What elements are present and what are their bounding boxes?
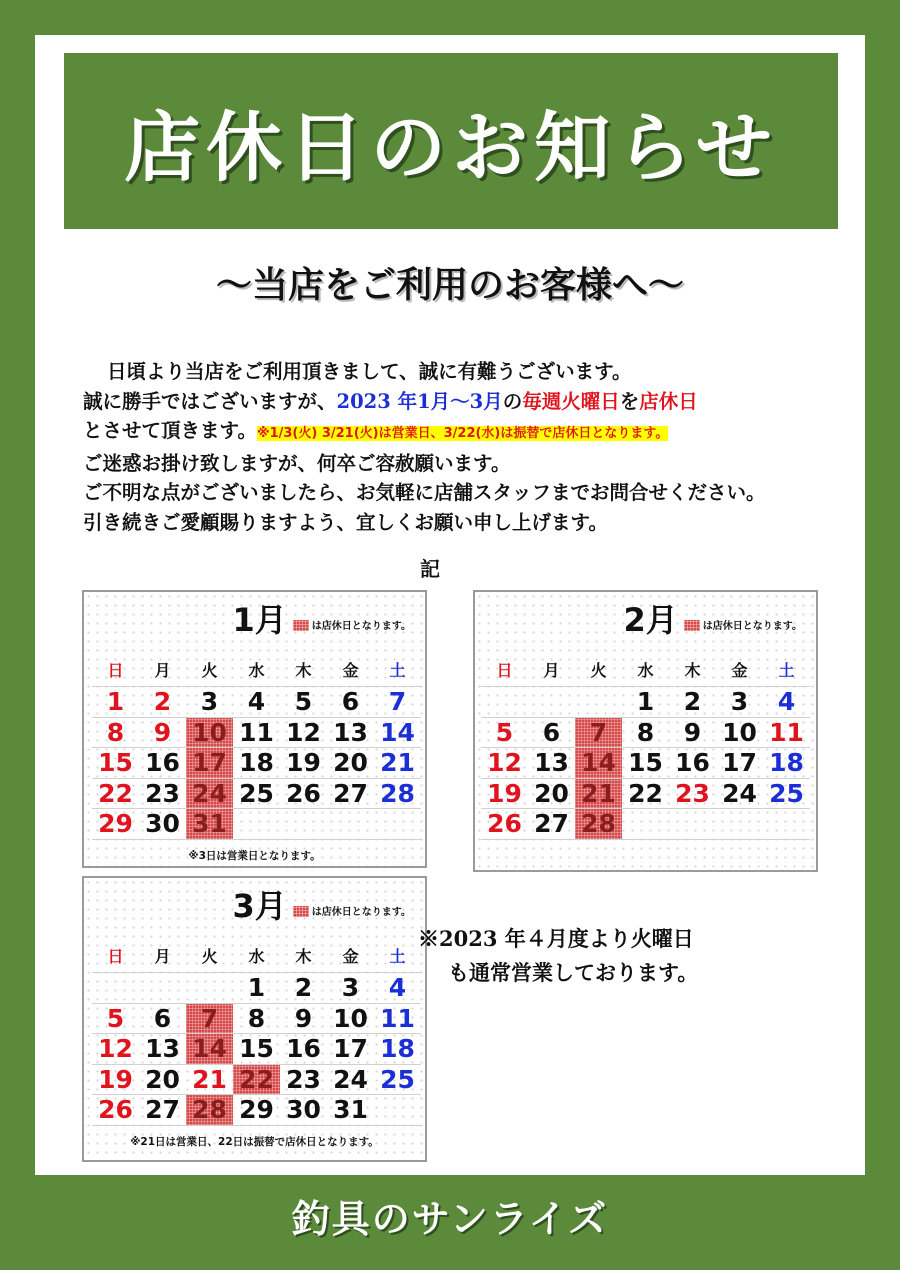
empty-day-cell bbox=[481, 686, 528, 717]
calendar-grid bbox=[92, 656, 421, 869]
day-cell: 17 bbox=[327, 1033, 374, 1064]
calendar-grid bbox=[481, 656, 810, 869]
weekday-header: 日 bbox=[107, 947, 124, 966]
closed-day-cell: 10 bbox=[186, 717, 233, 748]
day-cell: 7 bbox=[374, 686, 421, 717]
day-cell: 29 bbox=[92, 808, 139, 839]
body-line-5: ご不明な点がございましたら、お気軽に店舗スタッフまでお問合せください。 bbox=[83, 481, 766, 504]
empty-day-cell bbox=[669, 808, 716, 839]
day-cell: 8 bbox=[622, 717, 669, 748]
body-line-2-a: 誠に勝手ではございますが、 bbox=[83, 389, 337, 413]
empty-day-cell bbox=[763, 839, 810, 870]
empty-day-cell bbox=[763, 808, 810, 839]
calendar-february bbox=[473, 590, 818, 872]
day-cell: 6 bbox=[528, 717, 575, 748]
empty-day-cell bbox=[669, 839, 716, 870]
day-cell: 12 bbox=[92, 1033, 139, 1064]
store-name-footer: 釣具のサンライズ bbox=[291, 1197, 609, 1241]
closed-day-cell: 28 bbox=[186, 1094, 233, 1125]
day-cell: 15 bbox=[92, 747, 139, 778]
day-cell: 3 bbox=[716, 686, 763, 717]
day-cell: 12 bbox=[280, 717, 327, 748]
day-cell: 20 bbox=[528, 778, 575, 809]
weekday-header: 土 bbox=[778, 661, 795, 680]
day-cell: 8 bbox=[233, 1003, 280, 1034]
weekday-header: 金 bbox=[342, 947, 359, 966]
day-cell: 4 bbox=[763, 686, 810, 717]
day-cell: 1 bbox=[233, 972, 280, 1003]
day-cell: 26 bbox=[280, 778, 327, 809]
empty-day-cell bbox=[716, 839, 763, 870]
calendar-grid bbox=[92, 942, 421, 1155]
weekday-header: 木 bbox=[684, 661, 701, 680]
day-cell: 1 bbox=[92, 686, 139, 717]
closed-legend-swatch bbox=[684, 620, 700, 631]
empty-day-cell bbox=[528, 686, 575, 717]
notice-body bbox=[83, 357, 843, 537]
empty-day-cell bbox=[374, 1094, 421, 1125]
day-cell: 21 bbox=[374, 747, 421, 778]
day-cell: 19 bbox=[280, 747, 327, 778]
day-cell: 25 bbox=[233, 778, 280, 809]
empty-day-cell bbox=[233, 808, 280, 839]
empty-day-cell bbox=[481, 839, 528, 870]
day-cell: 15 bbox=[233, 1033, 280, 1064]
day-cell: 30 bbox=[139, 808, 186, 839]
day-cell: 5 bbox=[92, 1003, 139, 1034]
closed-day-cell: 7 bbox=[575, 717, 622, 748]
day-cell: 18 bbox=[763, 747, 810, 778]
weekday-header: 日 bbox=[107, 661, 124, 680]
day-cell: 4 bbox=[374, 972, 421, 1003]
day-cell: 28 bbox=[374, 778, 421, 809]
empty-day-cell bbox=[374, 808, 421, 839]
day-cell: 9 bbox=[669, 717, 716, 748]
closed-legend-swatch bbox=[293, 620, 309, 631]
weekday-header: 水 bbox=[248, 947, 265, 966]
day-cell: 13 bbox=[139, 1033, 186, 1064]
closed-day-cell: 24 bbox=[186, 778, 233, 809]
body-line-3-a: とさせて頂きます。 bbox=[83, 419, 257, 442]
day-cell: 10 bbox=[716, 717, 763, 748]
closed-day-cell: 31 bbox=[186, 808, 233, 839]
day-cell: 11 bbox=[763, 717, 810, 748]
closure-weekday: 毎週火曜日 bbox=[522, 389, 620, 413]
day-cell: 16 bbox=[139, 747, 186, 778]
empty-day-cell bbox=[528, 839, 575, 870]
weekday-header: 日 bbox=[496, 661, 513, 680]
day-cell: 12 bbox=[481, 747, 528, 778]
legend-text: は店休日となります。 bbox=[311, 907, 411, 918]
day-cell: 25 bbox=[763, 778, 810, 809]
calendar-header bbox=[233, 888, 411, 924]
day-cell: 27 bbox=[327, 778, 374, 809]
day-cell: 5 bbox=[280, 686, 327, 717]
day-cell: 31 bbox=[327, 1094, 374, 1125]
day-cell: 8 bbox=[92, 717, 139, 748]
day-cell: 6 bbox=[327, 686, 374, 717]
day-cell: 10 bbox=[327, 1003, 374, 1034]
weekday-header: 金 bbox=[342, 661, 359, 680]
empty-day-cell bbox=[139, 972, 186, 1003]
closed-day-cell: 22 bbox=[233, 1064, 280, 1095]
ki-heading: 記 bbox=[420, 557, 440, 581]
day-cell: 20 bbox=[327, 747, 374, 778]
body-line-6: 引き続きご愛顧賜りますよう、宜しくお願い申し上げます。 bbox=[83, 510, 608, 534]
empty-day-cell bbox=[186, 972, 233, 1003]
day-cell: 18 bbox=[374, 1033, 421, 1064]
weekday-header: 土 bbox=[389, 947, 406, 966]
day-cell: 16 bbox=[280, 1033, 327, 1064]
weekday-header: 水 bbox=[248, 661, 265, 680]
day-cell: 21 bbox=[186, 1064, 233, 1095]
legend-text: は店休日となります。 bbox=[311, 621, 411, 632]
closed-day-cell: 21 bbox=[575, 778, 622, 809]
calendar-header bbox=[233, 602, 411, 638]
day-cell: 23 bbox=[669, 778, 716, 809]
page-title: 店休日のお知らせ bbox=[124, 102, 778, 192]
day-cell: 18 bbox=[233, 747, 280, 778]
weekday-header: 火 bbox=[590, 661, 607, 680]
day-cell: 23 bbox=[139, 778, 186, 809]
day-cell: 29 bbox=[233, 1094, 280, 1125]
weekday-header: 水 bbox=[637, 661, 654, 680]
body-line-1: 日頃より当店をご利用頂きまして、誠に有難うございます。 bbox=[107, 360, 632, 383]
closed-day-cell: 14 bbox=[575, 747, 622, 778]
closed-day-cell: 7 bbox=[186, 1003, 233, 1034]
day-cell: 11 bbox=[233, 717, 280, 748]
empty-day-cell bbox=[622, 808, 669, 839]
month-label: 3月 bbox=[232, 887, 287, 925]
calendar-note: ※3日は営業日となります。 bbox=[188, 850, 321, 862]
subtitle: ～当店をご利用のお客様へ～ bbox=[215, 265, 684, 306]
day-cell: 27 bbox=[528, 808, 575, 839]
day-cell: 3 bbox=[327, 972, 374, 1003]
day-cell: 22 bbox=[92, 778, 139, 809]
closure-period: 2023 年1月～3月 bbox=[336, 389, 503, 413]
april-note bbox=[418, 922, 818, 990]
empty-day-cell bbox=[622, 839, 669, 870]
day-cell: 3 bbox=[186, 686, 233, 717]
closed-day-cell: 14 bbox=[186, 1033, 233, 1064]
closure-label: 店休日 bbox=[639, 389, 698, 413]
day-cell: 15 bbox=[622, 747, 669, 778]
month-label: 2月 bbox=[623, 601, 678, 639]
month-label: 1月 bbox=[232, 601, 287, 639]
day-cell: 20 bbox=[139, 1064, 186, 1095]
closed-day-cell: 17 bbox=[186, 747, 233, 778]
day-cell: 19 bbox=[481, 778, 528, 809]
day-cell: 11 bbox=[374, 1003, 421, 1034]
weekday-header: 月 bbox=[154, 947, 171, 966]
closed-legend-swatch bbox=[293, 906, 309, 917]
day-cell: 13 bbox=[528, 747, 575, 778]
body-line-4: ご迷惑お掛け致しますが、何卒ご容赦願います。 bbox=[83, 451, 511, 475]
day-cell: 27 bbox=[139, 1094, 186, 1125]
day-cell: 1 bbox=[622, 686, 669, 717]
empty-day-cell bbox=[327, 808, 374, 839]
empty-day-cell bbox=[575, 686, 622, 717]
day-cell: 23 bbox=[280, 1064, 327, 1095]
highlighted-exception-note: ※1/3(火) 3/21(火)は営業日、3/22(水)は振替で店休日となります。 bbox=[256, 426, 669, 441]
day-cell: 14 bbox=[374, 717, 421, 748]
body-line-2-e: を bbox=[619, 389, 640, 413]
day-cell: 30 bbox=[280, 1094, 327, 1125]
empty-day-cell bbox=[716, 808, 763, 839]
day-cell: 2 bbox=[139, 686, 186, 717]
day-cell: 26 bbox=[481, 808, 528, 839]
body-line-3 bbox=[83, 416, 843, 449]
body-line-2 bbox=[83, 387, 843, 417]
april-note-line-1: ※2023 年４月度より火曜日 bbox=[418, 926, 694, 951]
calendar-header bbox=[624, 602, 802, 638]
weekday-header: 火 bbox=[201, 661, 218, 680]
day-cell: 2 bbox=[280, 972, 327, 1003]
weekday-header: 月 bbox=[154, 661, 171, 680]
weekday-header: 金 bbox=[731, 661, 748, 680]
calendar-january bbox=[82, 590, 427, 868]
title-band bbox=[64, 53, 838, 229]
day-cell: 25 bbox=[374, 1064, 421, 1095]
day-cell: 9 bbox=[280, 1003, 327, 1034]
day-cell: 6 bbox=[139, 1003, 186, 1034]
weekday-header: 月 bbox=[543, 661, 560, 680]
day-cell: 24 bbox=[716, 778, 763, 809]
weekday-header: 木 bbox=[295, 947, 312, 966]
empty-day-cell bbox=[575, 839, 622, 870]
weekday-header: 木 bbox=[295, 661, 312, 680]
empty-day-cell bbox=[280, 808, 327, 839]
day-cell: 13 bbox=[327, 717, 374, 748]
weekday-header: 火 bbox=[201, 947, 218, 966]
day-cell: 24 bbox=[327, 1064, 374, 1095]
day-cell: 19 bbox=[92, 1064, 139, 1095]
day-cell: 26 bbox=[92, 1094, 139, 1125]
day-cell: 16 bbox=[669, 747, 716, 778]
weekday-header: 土 bbox=[389, 661, 406, 680]
day-cell: 4 bbox=[233, 686, 280, 717]
body-line-2-c: の bbox=[502, 389, 523, 413]
day-cell: 9 bbox=[139, 717, 186, 748]
closed-day-cell: 28 bbox=[575, 808, 622, 839]
calendar-note: ※21日は営業日、22日は振替で店休日となります。 bbox=[130, 1136, 379, 1148]
calendar-march bbox=[82, 876, 427, 1162]
empty-day-cell bbox=[92, 972, 139, 1003]
day-cell: 17 bbox=[716, 747, 763, 778]
day-cell: 2 bbox=[669, 686, 716, 717]
legend-text: は店休日となります。 bbox=[702, 621, 802, 632]
day-cell: 5 bbox=[481, 717, 528, 748]
day-cell: 22 bbox=[622, 778, 669, 809]
april-note-line-2: も通常営業しております。 bbox=[448, 960, 699, 985]
